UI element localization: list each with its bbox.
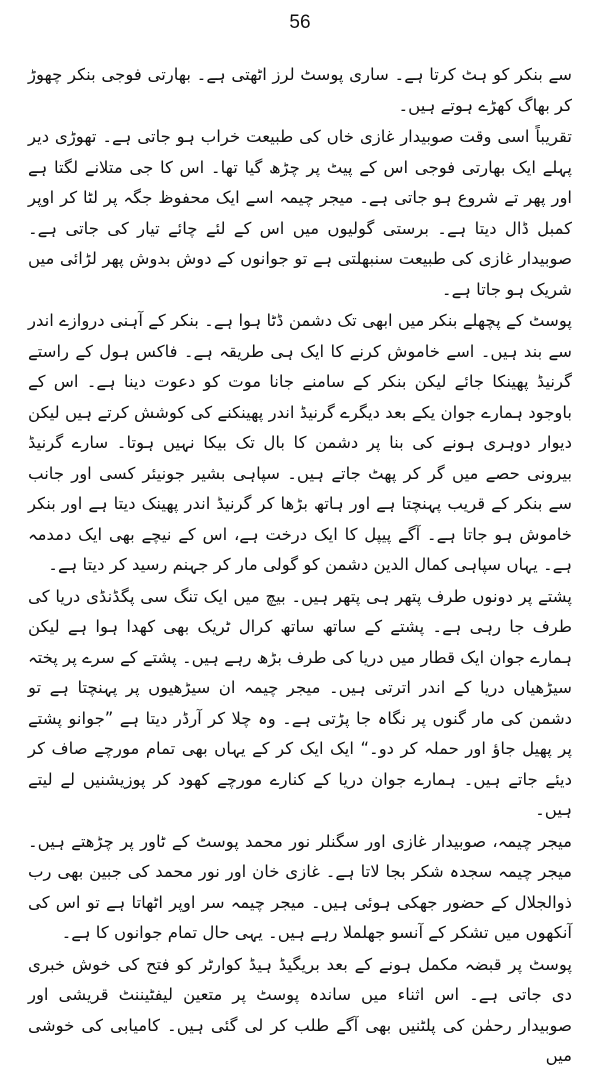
paragraph: میجر چیمہ، صوبیدار غازی اور سگنلر نور محمد پوسٹ کے ٹاور پر چڑھتے ہیں۔ میجر چیمہ سجدہ شکر بجا لاتا ہے۔ غازی خان اور نور محمد کی جبین بھی رب ذوالجلال کے حضور جھکی ہوئی ہیں۔ میجر چیمہ سر اوپر اٹھاتا ہے تو اس کی آنکھوں میں تشکر کے آنسو جھلملا رہے ہیں۔ یہی حال تمام جوانوں کا ہے۔ [28, 831, 572, 942]
paragraph: پشتے پر دونوں طرف پتھر ہی پتھر ہیں۔ بیچ میں ایک تنگ سی پگڈنڈی دریا کی طرف جا رہی ہے۔ پشتے کے ساتھ ساتھ کرال ٹریک بھی کھدا ہوا ہے لیکن ہمارے جوان ایک قطار میں دریا کی طرف بڑھ رہے ہیں۔ پشتے کے سرے پر پختہ سیڑھیاں دریا کے اندر اترتی ہیں۔ میجر چیمہ ان سیڑھیوں پر پہنچتا ہے تو دشمن کی مار گنوں پر نگاہ جا پڑتی ہے۔ وہ چلا کر آرڈر دیتا ہے ”جوانو پشتے پر پھیل جاؤ اور حملہ کر دو۔“ ایک ایک کر کے یہاں بھی تمام مورچے صاف کر دیئے جاتے ہیں۔ ہمارے جوان دریا کے کنارے مورچے کھود کر پوزیشنیں لے لیتے ہیں۔ [28, 586, 572, 819]
page-body [28, 60, 572, 1073]
paragraph: پوسٹ پر قبضہ مکمل ہونے کے بعد بریگیڈ ہیڈ کوارٹر کو فتح کی خوش خبری دی جاتی ہے۔ اس اثناء میں ساندہ پوسٹ پر متعین لیفٹیننٹ قریشی اور صوبیدار رحمٰن کی پلٹنیں بھی آگے طلب کر لی گئی ہیں۔ کامیابی کی خوشی میں [28, 954, 572, 1065]
paragraph: تقریباً اسی وقت صوبیدار غازی خاں کی طبیعت خراب ہو جاتی ہے۔ تھوڑی دیر پہلے ایک بھارتی فوجی اس کے پیٹ پر چڑھ گیا تھا۔ اس کا جی متلانے لگتا ہے اور پھر تے شروع ہو جاتی ہے۔ میجر چیمہ اسے ایک محفوظ جگہ پر لٹا کر اوپر کمبل ڈال دیتا ہے۔ برستی گولیوں میں اس کے لئے چائے تیار کی جاتی ہے۔ صوبیدار غازی کی طبیعت سنبھلتی ہے تو جوانوں کے دوش بدوش پھر لڑائی میں شریک ہو جاتا ہے۔ [28, 127, 572, 299]
page-number: 56 [289, 12, 311, 33]
paragraph: پوسٹ کے پچھلے بنکر میں ابھی تک دشمن ڈٹا ہوا ہے۔ بنکر کے آہنی دروازے اندر سے بند ہیں۔ اسے خاموش کرنے کا ایک ہی طریقہ ہے۔ فاکس ہول کے راستے گرنیڈ پھینکا جائے لیکن بنکر کے سامنے جانا موت کو دعوت دینا ہے۔ اس کے باوجود ہمارے جوان یکے بعد دیگرے گرنیڈ اندر پھینکنے کی کوشش کرتے ہیں لیکن دیوار دوہری ہونے کی بنا پر دشمن کا بال تک بیکا نہیں ہوتا۔ سارے گرنیڈ بیرونی حصے میں گر کر پھٹ جاتے ہیں۔ سپاہی بشیر جونیئر کسی اور جانب سے بنکر کے قریب پہنچتا ہے اور ہاتھ بڑھا کر گرنیڈ اندر پھینک دیتا ہے اور بنکر خاموش ہو جاتا ہے۔ آگے پیپل کا ایک درخت ہے، اس کے نیچے بھی ایک دمدمہ ہے۔ یہاں سپاہی کمال الدین دشمن کو گولی مار کر جہنم رسید کر دیتا ہے۔ [28, 311, 572, 574]
paragraph: سے بنکر کو ہٹ کرتا ہے۔ ساری پوسٹ لرز اٹھتی ہے۔ بھارتی فوجی بنکر چھوڑ کر بھاگ کھڑے ہوتے ہیں۔ [28, 65, 572, 115]
